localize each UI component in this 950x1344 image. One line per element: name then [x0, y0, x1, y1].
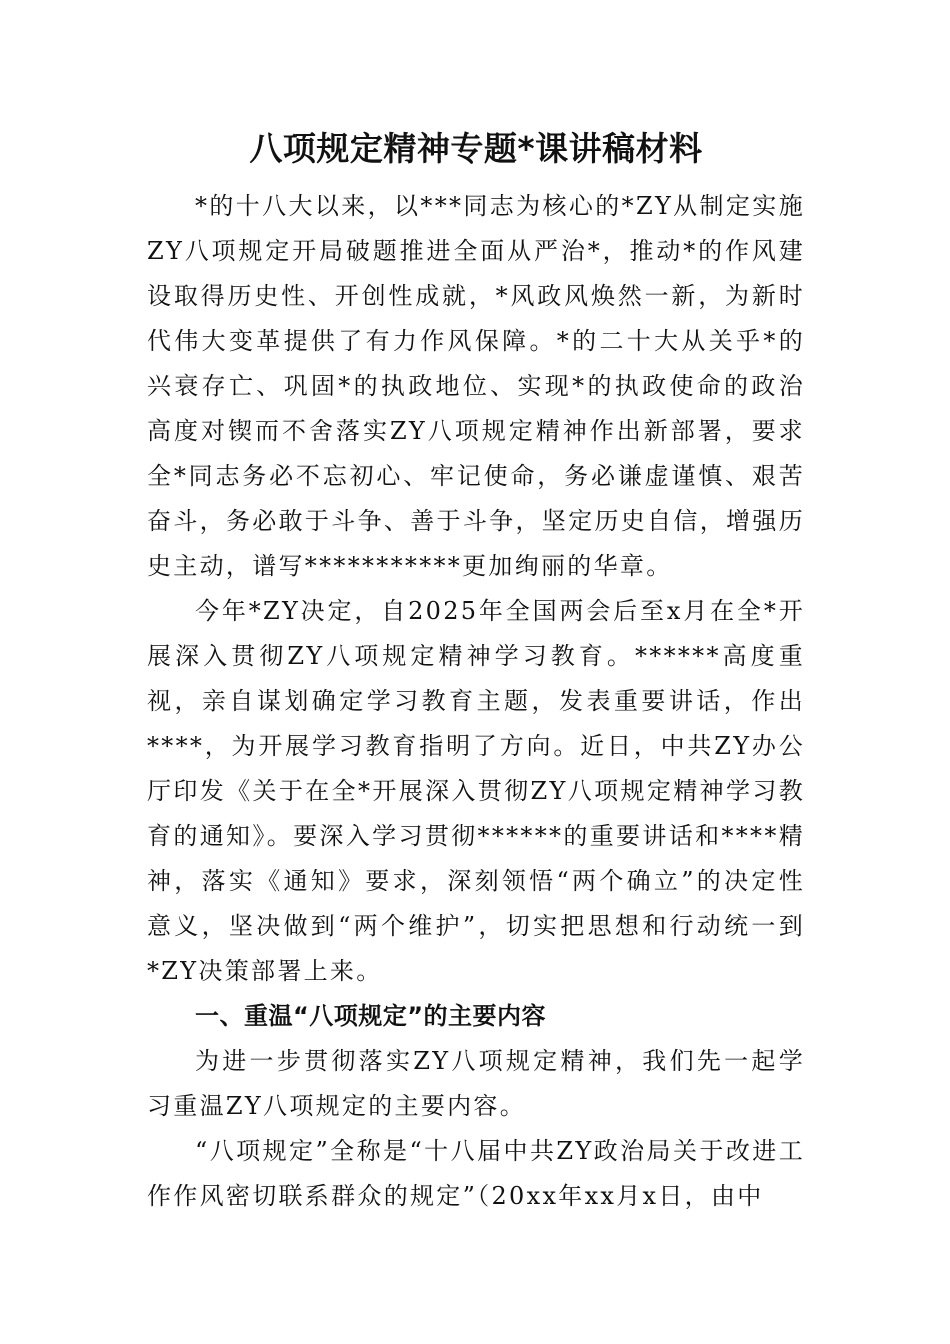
document-title: 八项规定精神专题*课讲稿材料 [249, 129, 703, 168]
section-1-paragraph-1: 为进一步贯彻落实ZY八项规定精神，我们先一起学习重温ZY八项规定的主要内容。 [147, 1047, 805, 1120]
section-heading-1: 一、重温“八项规定”的主要内容 [195, 1002, 547, 1030]
section-1-paragraph-2: “八项规定”全称是“十八届中共ZY政治局关于改进工作作风密切联系群众的规定”（20xx年xx月x日，由中 [147, 1137, 805, 1210]
intro-paragraph-2: 今年*ZY决定，自2025年全国两会后至x月在全*开展深入贯彻ZY八项规定精神学习教育。******高度重视，亲自谋划确定学习教育主题，发表重要讲话，作出****，为开展学习教育指明了方向。近日，中共ZY办公厅印发《关于在全*开展深入贯彻ZY八项规定精神学习教育的通知》。要深入学习贯彻******的重要讲话和****精神，落实《通知》要求，深刻领悟“两个确立”的决定性意义，坚决做到“两个维护”，切实把思想和行动统一到*ZY决策部署上来。 [147, 597, 805, 985]
intro-paragraph-1: *的十八大以来，以***同志为核心的*ZY从制定实施ZY八项规定开局破题推进全面从严治*，推动*的作风建设取得历史性、开创性成就，*风政风焕然一新，为新时代伟大变革提供了有力作风保障。*的二十大从关乎*的兴衰存亡、巩固*的执政地位、实现*的执政使命的政治高度对锲而不舍落实ZY八项规定精神作出新部署，要求全*同志务必不忘初心、牢记使命，务必谦虚谨慎、艰苦奋斗，务必敢于斗争、善于斗争，坚定历史自信，增强历史主动，谱写***********更加绚丽的华章。 [147, 192, 805, 580]
